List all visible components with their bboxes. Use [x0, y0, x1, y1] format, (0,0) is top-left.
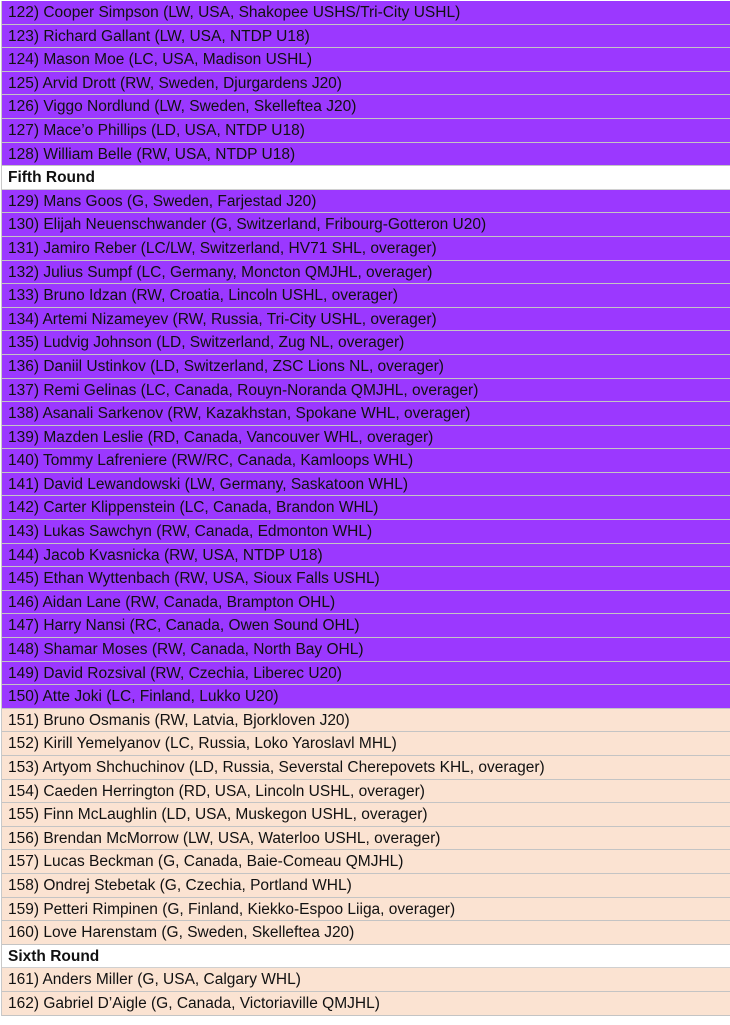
- pick-row: 123) Richard Gallant (LW, USA, NTDP U18): [2, 25, 730, 49]
- pick-row: 156) Brendan McMorrow (LW, USA, Waterloo USHL, overager): [2, 827, 730, 851]
- pick-row: 161) Anders Miller (G, USA, Calgary WHL): [2, 968, 730, 992]
- pick-row: 137) Remi Gelinas (LC, Canada, Rouyn-Noranda QMJHL, overager): [2, 379, 730, 403]
- pick-row: 129) Mans Goos (G, Sweden, Farjestad J20): [2, 190, 730, 214]
- pick-row: 150) Atte Joki (LC, Finland, Lukko U20): [2, 685, 730, 709]
- pick-row: 136) Daniil Ustinkov (LD, Switzerland, ZSC Lions NL, overager): [2, 355, 730, 379]
- pick-row: 160) Love Harenstam (G, Sweden, Skelleftea J20): [2, 921, 730, 945]
- pick-row: 143) Lukas Sawchyn (RW, Canada, Edmonton WHL): [2, 520, 730, 544]
- pick-row: 141) David Lewandowski (LW, Germany, Saskatoon WHL): [2, 473, 730, 497]
- pick-row: 153) Artyom Shchuchinov (LD, Russia, Severstal Cherepovets KHL, overager): [2, 756, 730, 780]
- pick-row: 133) Bruno Idzan (RW, Croatia, Lincoln USHL, overager): [2, 284, 730, 308]
- pick-row: 145) Ethan Wyttenbach (RW, USA, Sioux Falls USHL): [2, 567, 730, 591]
- pick-row: 154) Caeden Herrington (RD, USA, Lincoln USHL, overager): [2, 780, 730, 804]
- pick-row: 124) Mason Moe (LC, USA, Madison USHL): [2, 48, 730, 72]
- pick-row: 139) Mazden Leslie (RD, Canada, Vancouver WHL, overager): [2, 426, 730, 450]
- pick-row: 127) Mace’o Phillips (LD, USA, NTDP U18): [2, 119, 730, 143]
- pick-row: 130) Elijah Neuenschwander (G, Switzerland, Fribourg-Gotteron U20): [2, 213, 730, 237]
- pick-row: 158) Ondrej Stebetak (G, Czechia, Portland WHL): [2, 874, 730, 898]
- pick-row: 134) Artemi Nizameyev (RW, Russia, Tri-City USHL, overager): [2, 308, 730, 332]
- pick-row: 147) Harry Nansi (RC, Canada, Owen Sound OHL): [2, 614, 730, 638]
- pick-row: 122) Cooper Simpson (LW, USA, Shakopee USHS/Tri-City USHL): [2, 1, 730, 25]
- pick-row: 125) Arvid Drott (RW, Sweden, Djurgardens J20): [2, 72, 730, 96]
- pick-row: 126) Viggo Nordlund (LW, Sweden, Skelleftea J20): [2, 95, 730, 119]
- round-heading: Sixth Round: [2, 945, 730, 969]
- pick-row: 157) Lucas Beckman (G, Canada, Baie-Comeau QMJHL): [2, 850, 730, 874]
- round-heading: Fifth Round: [2, 166, 730, 190]
- pick-row: 149) David Rozsival (RW, Czechia, Liberec U20): [2, 662, 730, 686]
- rankings-list: [2, 1, 730, 1016]
- pick-row: 144) Jacob Kvasnicka (RW, USA, NTDP U18): [2, 544, 730, 568]
- pick-row: 132) Julius Sumpf (LC, Germany, Moncton QMJHL, overager): [2, 261, 730, 285]
- pick-row: 142) Carter Klippenstein (LC, Canada, Brandon WHL): [2, 496, 730, 520]
- pick-row: 140) Tommy Lafreniere (RW/RC, Canada, Kamloops WHL): [2, 449, 730, 473]
- pick-row: 152) Kirill Yemelyanov (LC, Russia, Loko Yaroslavl MHL): [2, 732, 730, 756]
- pick-row: 155) Finn McLaughlin (LD, USA, Muskegon USHL, overager): [2, 803, 730, 827]
- pick-row: 128) William Belle (RW, USA, NTDP U18): [2, 143, 730, 167]
- pick-row: 148) Shamar Moses (RW, Canada, North Bay OHL): [2, 638, 730, 662]
- pick-row: 162) Gabriel D’Aigle (G, Canada, Victoriaville QMJHL): [2, 992, 730, 1016]
- pick-row: 131) Jamiro Reber (LC/LW, Switzerland, HV71 SHL, overager): [2, 237, 730, 261]
- pick-row: 159) Petteri Rimpinen (G, Finland, Kiekko-Espoo Liiga, overager): [2, 898, 730, 922]
- pick-row: 151) Bruno Osmanis (RW, Latvia, Bjorkloven J20): [2, 709, 730, 733]
- draft-rankings-sheet: [1, 1, 730, 1016]
- pick-row: 138) Asanali Sarkenov (RW, Kazakhstan, Spokane WHL, overager): [2, 402, 730, 426]
- pick-row: 146) Aidan Lane (RW, Canada, Brampton OHL): [2, 591, 730, 615]
- pick-row: 135) Ludvig Johnson (LD, Switzerland, Zug NL, overager): [2, 331, 730, 355]
